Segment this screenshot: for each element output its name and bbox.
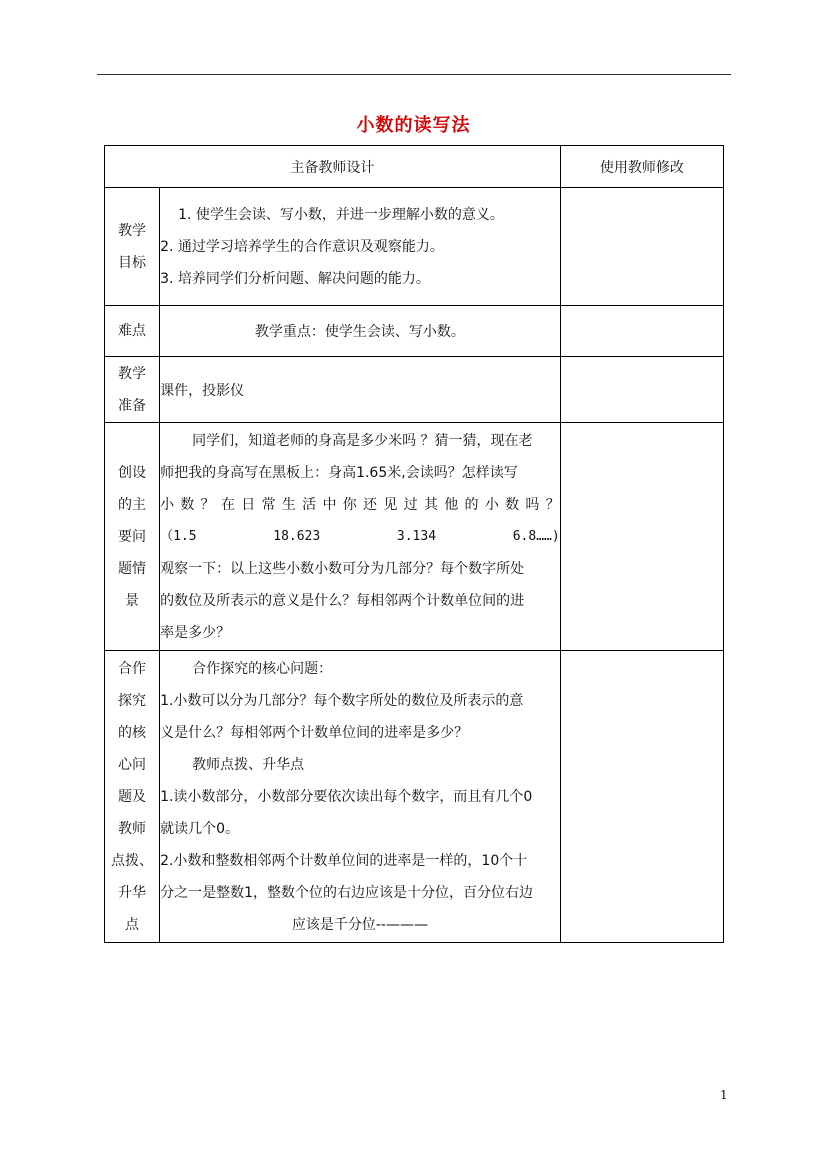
scenario-char: 的 bbox=[464, 496, 479, 513]
goals-label bbox=[105, 188, 160, 306]
inquiry-line: 合作探究的核心问题： bbox=[192, 660, 333, 677]
label-line: 心问 bbox=[118, 756, 147, 773]
scenario-char: 还 bbox=[363, 496, 378, 513]
goals-content bbox=[160, 188, 561, 306]
inquiry-line: 义是什么？每相邻两个计数单位间的进率是多少？ bbox=[160, 724, 469, 741]
inquiry-line: 教师点拨、升华点 bbox=[192, 756, 305, 773]
difficulty-modify-cell bbox=[560, 306, 723, 357]
label-line: 题情 bbox=[118, 560, 147, 577]
label-line: 点 bbox=[125, 916, 140, 933]
inquiry-modify-cell bbox=[560, 651, 723, 943]
decimal-example: 18.623 bbox=[273, 528, 321, 544]
scenario-char: 日 bbox=[241, 496, 256, 513]
inquiry-label bbox=[105, 651, 160, 943]
scenario-char: 他 bbox=[444, 496, 459, 513]
goal-item-1: 1. 使学生会读、写小数，并进一步理解小数的意义。 bbox=[178, 206, 504, 223]
label-line: 目标 bbox=[118, 254, 147, 271]
scenario-line: 的数位及所表示的意义是什么？每相邻两个计数单位间的进 bbox=[160, 592, 525, 609]
scenario-char: 常 bbox=[261, 496, 276, 513]
scenario-char: 中 bbox=[322, 496, 337, 513]
scenario-char: 数 bbox=[180, 496, 195, 513]
scenario-char: 在 bbox=[220, 496, 235, 513]
scenario-modify-cell bbox=[560, 423, 723, 651]
label-line: 要问 bbox=[118, 528, 147, 545]
page-number: 1 bbox=[720, 1088, 728, 1102]
header-modify: 使用教师修改 bbox=[560, 146, 723, 188]
label-line: 的核 bbox=[118, 724, 147, 741]
lesson-plan-table bbox=[104, 145, 724, 943]
scenario-char: 小 bbox=[484, 496, 499, 513]
goal-item-3: 3. 培养同学们分析问题、解决问题的能力。 bbox=[160, 270, 430, 287]
scenario-char: 吗 bbox=[525, 496, 540, 513]
scenario-label bbox=[105, 423, 160, 651]
document-title: 小数的读写法 bbox=[356, 115, 471, 136]
decimal-example: （1.5 bbox=[160, 528, 197, 544]
scenario-char: 数 bbox=[505, 496, 520, 513]
scenario-char: ？ bbox=[200, 496, 215, 513]
label-line: 准备 bbox=[118, 397, 147, 414]
decimal-examples bbox=[160, 521, 560, 553]
scenario-line: 师把我的身高写在黑板上：身高1.65米,会读吗？怎样读写 bbox=[160, 464, 518, 481]
decimal-example: 3.134 bbox=[396, 528, 437, 544]
label-line: 升华 bbox=[118, 884, 147, 901]
goal-item-2: 2. 通过学习培养学生的合作意识及观察能力。 bbox=[160, 238, 444, 255]
label-line: 的主 bbox=[118, 496, 147, 513]
header-rule bbox=[97, 74, 731, 75]
difficulty-label: 难点 bbox=[105, 306, 160, 357]
inquiry-line: 2.小数和整数相邻两个计数单位间的进率是一样的，10个十 bbox=[160, 852, 528, 869]
inquiry-line: 分之一是整数1，整数个位的右边应该是十分位，百分位右边 bbox=[160, 884, 533, 901]
scenario-char: 其 bbox=[423, 496, 438, 513]
table-row-inquiry bbox=[105, 651, 724, 943]
scenario-char: ？ bbox=[545, 496, 560, 513]
preparation-label bbox=[105, 357, 160, 423]
scenario-line-justified bbox=[160, 489, 560, 521]
table-row-scenario bbox=[105, 423, 724, 651]
label-line: 探究 bbox=[118, 692, 147, 709]
inquiry-content bbox=[160, 651, 561, 943]
scenario-line: 率是多少？ bbox=[160, 624, 231, 641]
preparation-content: 课件，投影仪 bbox=[160, 357, 561, 423]
scenario-char: 你 bbox=[342, 496, 357, 513]
label-line: 点拨、 bbox=[111, 852, 154, 869]
label-line: 景 bbox=[125, 592, 140, 609]
inquiry-line: 1.读小数部分，小数部分要依次读出每个数字，而且有几个0 bbox=[160, 788, 533, 805]
decimal-example: 6.8……) bbox=[512, 528, 560, 544]
table-row-goals bbox=[105, 188, 724, 306]
scenario-char: 生 bbox=[281, 496, 296, 513]
scenario-content bbox=[160, 423, 561, 651]
difficulty-content: 教学重点：使学生会读、写小数。 bbox=[160, 306, 561, 357]
scenario-char: 活 bbox=[302, 496, 317, 513]
label-line: 题及 bbox=[118, 788, 147, 805]
preparation-modify-cell bbox=[560, 357, 723, 423]
scenario-char: 见 bbox=[383, 496, 398, 513]
label-line: 合作 bbox=[118, 660, 147, 677]
table-row-difficulty bbox=[105, 306, 724, 357]
table-header-row bbox=[105, 146, 724, 188]
label-line: 教学 bbox=[118, 365, 147, 382]
inquiry-line: 应该是千分位--——— bbox=[291, 916, 428, 933]
scenario-line: 观察一下：以上这些小数小数可分为几部分？每个数字所处 bbox=[160, 560, 525, 577]
scenario-char: 过 bbox=[403, 496, 418, 513]
label-line: 创设 bbox=[118, 464, 147, 481]
inquiry-line: 1.小数可以分为几部分？每个数字所处的数位及所表示的意 bbox=[160, 692, 524, 709]
scenario-line: 同学们，知道老师的身高是多少米吗 ？猜一猜，现在老 bbox=[192, 432, 533, 449]
inquiry-line: 就读几个0。 bbox=[160, 820, 239, 837]
label-line: 教学 bbox=[118, 222, 147, 239]
goals-modify-cell bbox=[560, 188, 723, 306]
table-row-preparation bbox=[105, 357, 724, 423]
header-design: 主备教师设计 bbox=[105, 146, 561, 188]
scenario-char: 小 bbox=[160, 496, 175, 513]
label-line: 教师 bbox=[118, 820, 147, 837]
